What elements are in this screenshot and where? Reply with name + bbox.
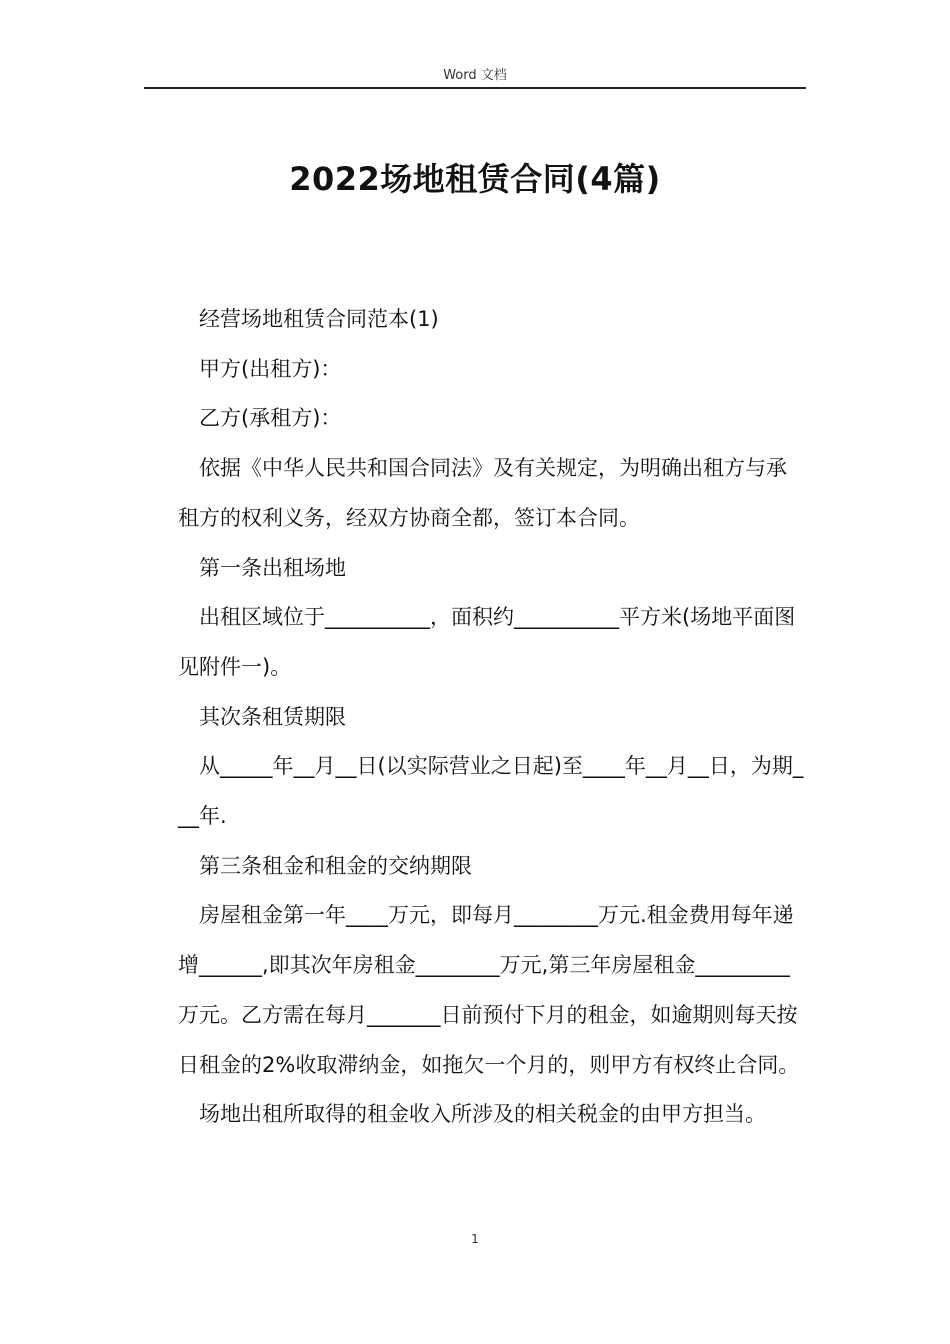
paragraph-article-1-body: 出租区域位于__________，面积约__________平方米(场地平面图见附件一)。 xyxy=(178,605,796,679)
paragraph-article-3-body: 房屋租金第一年____万元，即每月________万元.租金费用每年递增______,即其次年房租金________万元,第三年房屋租金_________万元。乙方需在每月_______日前预付下月的租金，如逾期则每天按日租金的2%收取滞纳金，如拖欠一个月的，则甲方有权终止合同。 xyxy=(178,903,800,1077)
document-title: 2022场地租赁合同(4篇) xyxy=(289,160,661,198)
paragraph-article-3-heading: 第三条租金和租金的交纳期限 xyxy=(199,853,472,878)
paragraph-article-1-heading: 第一条出租场地 xyxy=(199,555,346,580)
paragraph-tax-clause: 场地出租所取得的租金收入所涉及的相关税金的由甲方担当。 xyxy=(199,1102,766,1127)
paragraph-preamble: 依据《中华人民共和国合同法》及有关规定，为明确出租方与承租方的权利义务，经双方协商全都，签订本合同。 xyxy=(178,456,787,530)
paragraph-party-b: 乙方(承租方)： xyxy=(199,406,342,431)
paragraph-article-2-body: 从_____年__月__日(以实际营业之日起)至____年__月__日，为期___年. xyxy=(178,754,804,829)
page-number: 1 xyxy=(471,1232,479,1246)
header-divider xyxy=(144,87,806,89)
paragraph-article-2-heading: 其次条租赁期限 xyxy=(199,704,346,729)
document-body xyxy=(178,295,804,1140)
paragraph-party-a: 甲方(出租方)： xyxy=(199,356,342,381)
header-label: Word 文档 xyxy=(443,68,507,83)
paragraph-section-heading: 经营场地租赁合同范本(1) xyxy=(199,307,439,331)
